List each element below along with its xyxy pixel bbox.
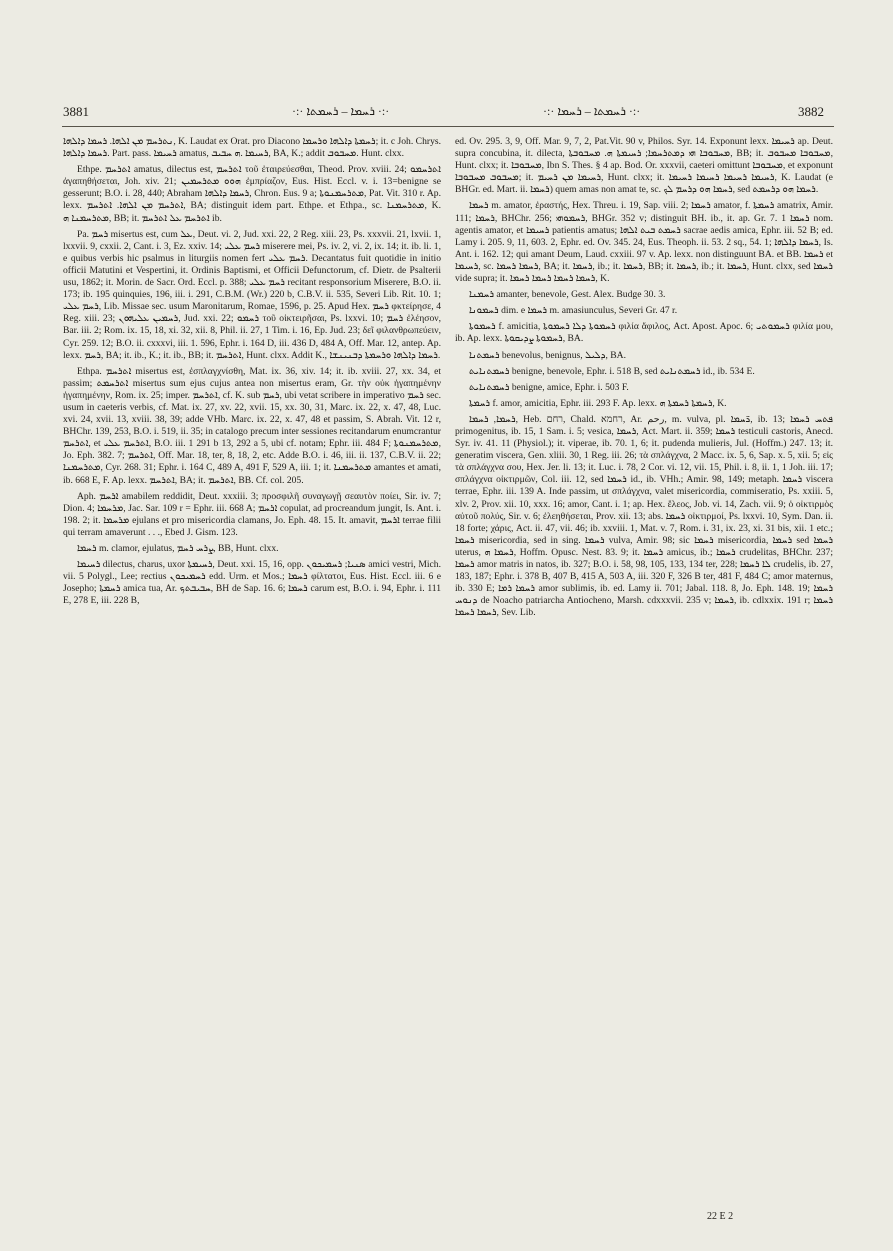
entry-paragraph: Aph. ܐܪܚܡ amabilem reddidit, Deut. xxxiii. 3; προσφιλῆ συναγωγῇ σεαυτὸν ποίει, Sir. iv. 7; Dion. 4; ܡܪܚܡܐ, Jac. Sar. 109 r = Ephr. iii. 668 A; ܐܪܚܡ copulat, ad procreandum jungit, Is. Ant. i. 198. 2; it. ܡܪܚܡܐ ejulans et pro misericordia clamans, Jo. Eph. 48. 15. It. amavit, ܐܪܚܡ terrae filii qui terram amaverunt . . ., Ebed J. Gism. 123. <box>63 490 442 538</box>
signature-mark: 22 E 2 <box>707 1211 734 1222</box>
entry-paragraph: ܪܚܝܡܐ dilectus, charus, uxor ܪܚܝܡܬܐ, Deut. xxi. 15, 16, opp. ܣܢܝܐ; ܪܚܡܝܟܘܢ amici vestri, Mich. vii. 5 Polygl., Lee; rectius ܪܚܡܝܟܘܢ edd. Urm. et Mos.; ܪܚܡܐ φίλτατοι, Eus. Hist. Eccl. iii. 6 e Josepho; ܪܚܡܬܐ amica tua, Ar. ܚܒܝܒܬܟ, BH de Sap. 16. 6; ܪܚܡܐ carum est, B.O. i. 94, Ephr. i. 111 E, 278 E, iii. 228 B, <box>63 559 442 607</box>
entry-paragraph: ܪܚܡܘܬܐ f. amicitia, ܪܚܡܘܬܐ ܕܠܐ ܪܚܡܘܬܐ φιλία ἄφιλος, Act. Apost. Apoc. 6; ܪܚܡܘܬܝ φιλία μου, ib. Ap. lexx. ܪܚܡܘܬܐ ܨܕܝܩܘܬܐ, BA. <box>455 321 833 345</box>
entry-paragraph: Pa. ܪܚܡ misertus est, cum ܥܠ, Deut. vi. 2, Jud. xxi. 22, 2 Reg. xiii. 23, Ps. xxxvii. 21, lxvii. 1, lxxvii. 9, cxxii. 2, Cant. i. 3, Ez. xxiv. 14; ܪܚܡ ܥܠܝ miserere mei, Ps. iv. 2, vi. 2, ix. 14; it. ib. li. 1, e quibus verbis hic psalmus in liturgiis nomen fert ܪܚܡ ܥܠܝ. Decantatus fuit quotidie in initio officii Matutini et Vespertini, it. Ordinis Baptismi, et Officii Defunctorum, cf. Dietr. de Psalterii usu, 1862; it. Morin. de Sacr. Ord. Eccl. p. 388; ܪܚܡ ܥܠܝ recitant responsorium Miserere, B.O. ii. 173; ib. 195 quinquies, 196, iii. i. 291, C.B.M. (Wr.) 220 b, C.B.V. ii. 535, Severi Lib. Rit. 10. 1; ܪܚܡ ܥܠܝ, Lib. Missae sec. usum Maronitarum, Romae, 1596, p. 25. Apud Hex. ܪܚܡ φκτείρησε, 4 Reg. xiii. 23; ܪܚܡܝܢ ܥܠܝܗܘܢ, Jud. xxi. 22; ܪܚܡܘ τοῦ οἰκτειρῆσαι, Ps. lxxvi. 10; ܪܚܡ ἐλέησον, Bar. iii. 2; Rom. ix. 15, 18, xi. 32, xii. 8, Phil. ii. 27, 1 Tim. i. 16, Ep. Jud. 23; δεῖ φιλανθρωπεύειν, Cyr. 259. 12; B.O. ii. cxxxvi, iii. 1. 596, Ephr. i. 164 D, iii. 436 D, 484 A, Off. Mar. 12, antep. Ap. lexx. ܪܚܡ, BA; it. ib., K.; it. ib., BB; it. ܐܬܪܚܡ, Hunt. clxx. Addit K., ܪܚܡܐ ܕܐܠܗܐ ܘܪܚܡܬܐ ܕܒܢܝܢܫܐ. <box>63 228 442 361</box>
entry-paragraph: ܢܬܪܚܡ ܡܢ ܐܠܗܐ. ܪܚܡܐ ܕܐܠܗܐ, K. Laudat ex Orat. pro Diacono ܪܚܡܬܐ ܕܐܠܗܐ ܘܪܚܡܐ; it. c Joh. Chrys. ܪܚܡܐ ܕܐܠܗܐ. Part. pass. ܪܚܝܡܐ amatus, ܪܚܝܡܐ .ܗ ܚܒܝܒ, BA, K.; addit ܡܚܒܘܒ. Hunt. clxx. <box>63 136 442 160</box>
left-page-number: 3881 <box>63 104 89 119</box>
entry-paragraph: Ethpa. ܐܬܪܚܡ misertus est, ἐσπλαγχνίσθη, Mat. ix. 36, xiv. 14; it. ib. xviii. 27, xx. 34, et passim; ܐܬܪܚܡܬ misertus sum ejus cujus antea non misertus eram, Gr. τὴν οὐκ ἠγαπημένην ἠγαπημένην, Rom. ix. 25; imper. ܐܬܪܚܡ, cf. K. sub ܪܚܡ, ubi vetat scribere in imperativo ܪܚܡ sec. usum in caeteris verbis, cf. Mat. ix. 27, xv. 22, xvii. 15, xx. 30, 31, Marc. ix. 22, x. 47, 48, Luc. xvi. 24, xvii. 13, xviii. 38, 39; adde VHb. Marc. ix. 22, x. 47, 48 et passim, S. Abrah. Vit. 12 r, BHChr. 139, 253, B.O. i. 519, ii. 35; in catalogo precum inter sessiones recitandarum enumcrantur ܐܬܪܚܡ, et ܐܬܪܚܡ ܥܠܝ, B.O. iii. 1 291 b 13, 292 a 5, ubi cf. notam; Ephr. iii. 484 F; ܡܬܪܚܡܢܘܬܐ, Jo. Eph. 382. 7; ܐܬܪܚܡ, Off. Mar. 18, ter, 8, 18, 2, etc. Adde B.O. i. 46, iii. ii. 137, C.B.V. ii. 22; ܡܬܪܚܡܢܐ, Cyr. 268. 31; Ephr. i. 164 C, 489 A, 491 F, 529 A, iii. 1; it. ܡܬܪܚܡܢܐ amantes et amati, ib. 668 E, F. Ap. lexx. ܐܬܪܚܡ, BA; it. ܐܬܪܚܡ, BB. Cf. col. 205. <box>63 365 442 486</box>
entry-paragraph: ܪܚܡܐ, ܪܚܡܐ, Heb. רחם, Chald. רחמא, Ar. رحم, m. vulva, pl. ܪ̈ܚܡܐ, ib. 13; ܦܬܚ ܪܚܡܐ primogenitus, ib. 15, 1 Sam. i. 5; vesica, ܪܚܡܐ, Act. Mart. ii. 359; ܪܚܡܐ testiculi castoris, Anecd. Syr. iv. 41. 11 (Physiol.); it. viperae, ib. 70. 1, 6; it. pudenda mulieris, Jul. (Hoffm.) 247. 13; it. generatim viscera, Gen. xliii. 30, 1 Reg. iii. 26; τὰ σπλάγχνα, 2 Macc. ix. 5, 6, Sap. x. 5, xii. 5; εἰς τὰ σπλάγχνα σου, Hex. Jer. li. 13; it. Luc. i. 78, 2 Cor. vi. 12, vii. 15, Phil. i. 8, ii. 1, 1 Joh. iii. 17; σπλάγχνα οἰκτιρμῶν, Col. iii. 12, sed ܪܚܡܐ id., ib. VHh.; Amir. 98, 149; metaph. ܪܚܡܐ viscera terrae, Ephr. iii. 139 A. Inde passim, ut σπλάγχνα, valet misericordia, commiseratio, Ps. xxiii. 5, xlv. 2, Prov. xii. 10, xxx. 16; amor, Cant. i. 1; ap. Hex. ἔλεος, Job. vi. 14, Zach. vii. 9; ὁ οἰκτιρμὸς αὐτοῦ πολύς, Sir. v. 6; ἐλεηθήσεται, Prov. xii. 13; abs. ܪܚܡܐ οἰκτιρμοί, Ps. lxxvi. 10, Sym. Dan. ii. 18 forte; χάρις, Act. ii. 47, vii. 46; ib. xxviii. 1, Mat. v. 7, Rom. i. 31, ix. 23, xi. 31 bis, xii. 1 etc.; ܪܚܡܐ misericordia, sed in sing. ܪܚܡܐ vulva, Amir. 98; sic ܪܚܡܐ misericordia, ܪܚܡܐ sed ܪܚܡܐ uterus, ܪܚܡܐ ܗ, Hoffm. Opusc. Nest. 83. 9; it. ܪܚܡܐ amicus, ib.; ܪܚܡܐ crudelitas, BHChr. 237; ܪܚܡܐ amor matris in natos, ib. 327; B.O. i. 58, 98, 105, 133, 134 ter, 228; ܠܐ ܪܚܡܐ crudelis, ib. 27, 183, 187; Ephr. i. 378 B, 407 B, 415 A, 503 A, iii. 320 F, 326 B ter, 481 F, 484 C; amor maternus, ib. 330 E; ܪܚܡܐ ܪܡܐ amor sublimis, ib. ed. Lamy ii. 701; Jabal. 118. 8, Jo. Eph. 148. 19; ܪܚܡܐ ܕܢܘܚ de Noacho patriarcha Antiocheno, Marsh. cdxxxvii. 235 v; ܪܚܡܐ, ib. cdlxxix. 191 r; ܪܚܡܐ ܪܚܡܐ ܪܚܡܐ, Sev. Lib. <box>455 413 834 619</box>
entry-paragraph: ܪܚܡܬܢܐܝܬ benigne, benevole, Ephr. i. 518 B, sed ܪܚܡܬܢܐܝܬ id., ib. 534 E. <box>469 365 755 377</box>
right-column <box>455 136 833 623</box>
entry-paragraph: ܪܚܡܐ m. clamor, ejulatus, ܨܪܚ ܪܚܡ, BB, Hunt. clxx. <box>77 543 279 554</box>
left-column <box>63 136 441 611</box>
entry-paragraph: ed. Ov. 295. 3, 9, Off. Mar. 9, 7, 2, Pat.Vit. 90 v, Philos. Syr. 14. Exponunt lexx. ܪܚܝܡܐ ap. Deut. supra concubina, it. dilecta, ܡܚܒܘܒܐ ܗܝ ܕܡܬܪܚܡܐ; ܪܚܝܡܬܐ ܗ. ܡܚܒܘܒܬܐ, BB; it. ܡܚܒܘܒܐ ܡܚܒܘܒ, Hunt. clxx; it. ܡܚܒܘܒܐ, Ibn S. Thes. § 4 ap. Bod. Or. xxxvii, caeteri omittunt ܡܚܒܘܒܐ, et exponunt ܡܚܒܘܒ ܡܚܒܘܒܐ; it. ܪܚܝܡܐ ܡܢ ܪܚܝܡ, Hunt. clxx; it. ܪܚܝܡܐ ܪܚܝܡܐ ܪܚܝܡܐ ܪܚܝܡܐ, K. Laudat (e BHGr. ed. Mart. ii. ܪܚܡܐ) quem amas non amat te, sc. ܪܚܡܐ ܗܘ ܕܪܚܡ ܠܟ, sed ܪܚܡܐ ܗܘ ܕܪܚܡܬ. <box>455 136 833 196</box>
entry-paragraph: ܪܚܡܐ m. amator, ἐραστής, Hex. Threu. i. 19, Sap. viii. 2; ܪܚܡܐ amator, f. ܪܚܡܬܐ amatrix, Amir. 111; ܪܚܡܐ, BHChr. 256; ܪܚܡܘܗܝ, BHGr. 352 v; distinguit BH. ib., it. ap. Gr. 7. 1 ܪܚܡܐ nom. agentis amator, et ܪܚܝܡܐ patientis amatus; ܪܚܡܬ ܒܝܬ ܐܠܗܐ sacrae aedis amica, Ephr. iii. 52 B; ed. Lamy i. 205. 9, 11, 603. 2, Ephr. ed. Ov. 345. 24, Eus. Theoph. ii. 53. 2 sq., 54. 1; ܪܚܡܐ ܕܐܠܗܐ, Is. Ant. i. 162. 12; qui amant Deum, Laud. cxxiii. 97 v. Ap. lexx. non distinguunt BA. et BB. ܪܚܡܐ et ܪܚܝܡܐ, sc. ܪܚܡܐ ܪܚܡܐ, BA; it. ܪܚܡܐ, ib.; it. ܪܚܡܐ, BB; it. ܪܚܡܐ, ib.; it. ܪܚܡܐ, Hunt. clxx, sed ܪܚܡܐ vide supra; it. ܪܚܡܐ ܪܚܡܐ ܪܚܡܐ ܪܚܡܐ, K. <box>455 200 833 285</box>
entry-paragraph: ܪܚܡܬܢܐܝܬ benigne, amice, Ephr. i. 503 F. <box>469 381 629 393</box>
entry-paragraph: ܪܚܡܬܐ f. amor, amicitia, Ephr. iii. 293 F. Ap. lexx. ܪܚܡܬܐ ܪܚܡܬܐ ܗ, K. <box>469 397 727 409</box>
right-page-number: 3882 <box>798 104 824 119</box>
right-running-head: ·:· ܪܚܡܬܐ – ܪܚܡܐ ·:· <box>543 104 641 118</box>
left-running-head: ·:· ܪܚܡܐ – ܪܚܡܬܐ ·:· <box>292 104 390 118</box>
entry-paragraph: Ethpe. ܐܬܪܚܡ amatus, dilectus est, ܐܬܪܚܡ τοῦ ἐταιρεύεσθαι, Theod. Prov. xviii. 24; ܐܬܪܚܡܘ ἀγαπηθήσεται, Joh. xiv. 21; ܗܘܘ ܡܬܪܚܡܝܢ ἐμπρίαζον, Eus. Hist. Eccl. v. i. 13=benigne se gesserunt; B.O. i. 28, 440; Abraham ܪܚܡܐ ܕܐܠܗܐ, Chron. Eus. 9 a; ܡܬܪܚܡܢܘܬܐ, Pat. Vit. 310 r. Ap. lexx. ܐܬܪܚܡ ܡܢ ܐܠܗܐ. ܐܬܪܚܡ, BA; distinguit idem part. Ethpe. et Ethpa., sc. ܡܬܪܚܡܢܐ, K. ܡܬܪܚܡܢܐ ܗ, BB; it. ܐܬܪܚܡ ܥܠ ܐܬܪܚܡ ib. <box>63 164 441 224</box>
entry-paragraph: ܪܚܡܘܢܐ dim. e ܪܚܡܐ m. amasiunculus, Severi Gr. 47 r. <box>469 305 678 317</box>
entry-paragraph: ܪܚܡܬܢܐ benevolus, benignus, ܕܠܝܠ, BA. <box>469 349 626 361</box>
entry-paragraph: ܪܚܡܢܐ amanter, benevole, Gest. Alex. Budge 30. 3. <box>469 289 666 301</box>
header-rule <box>62 126 834 127</box>
